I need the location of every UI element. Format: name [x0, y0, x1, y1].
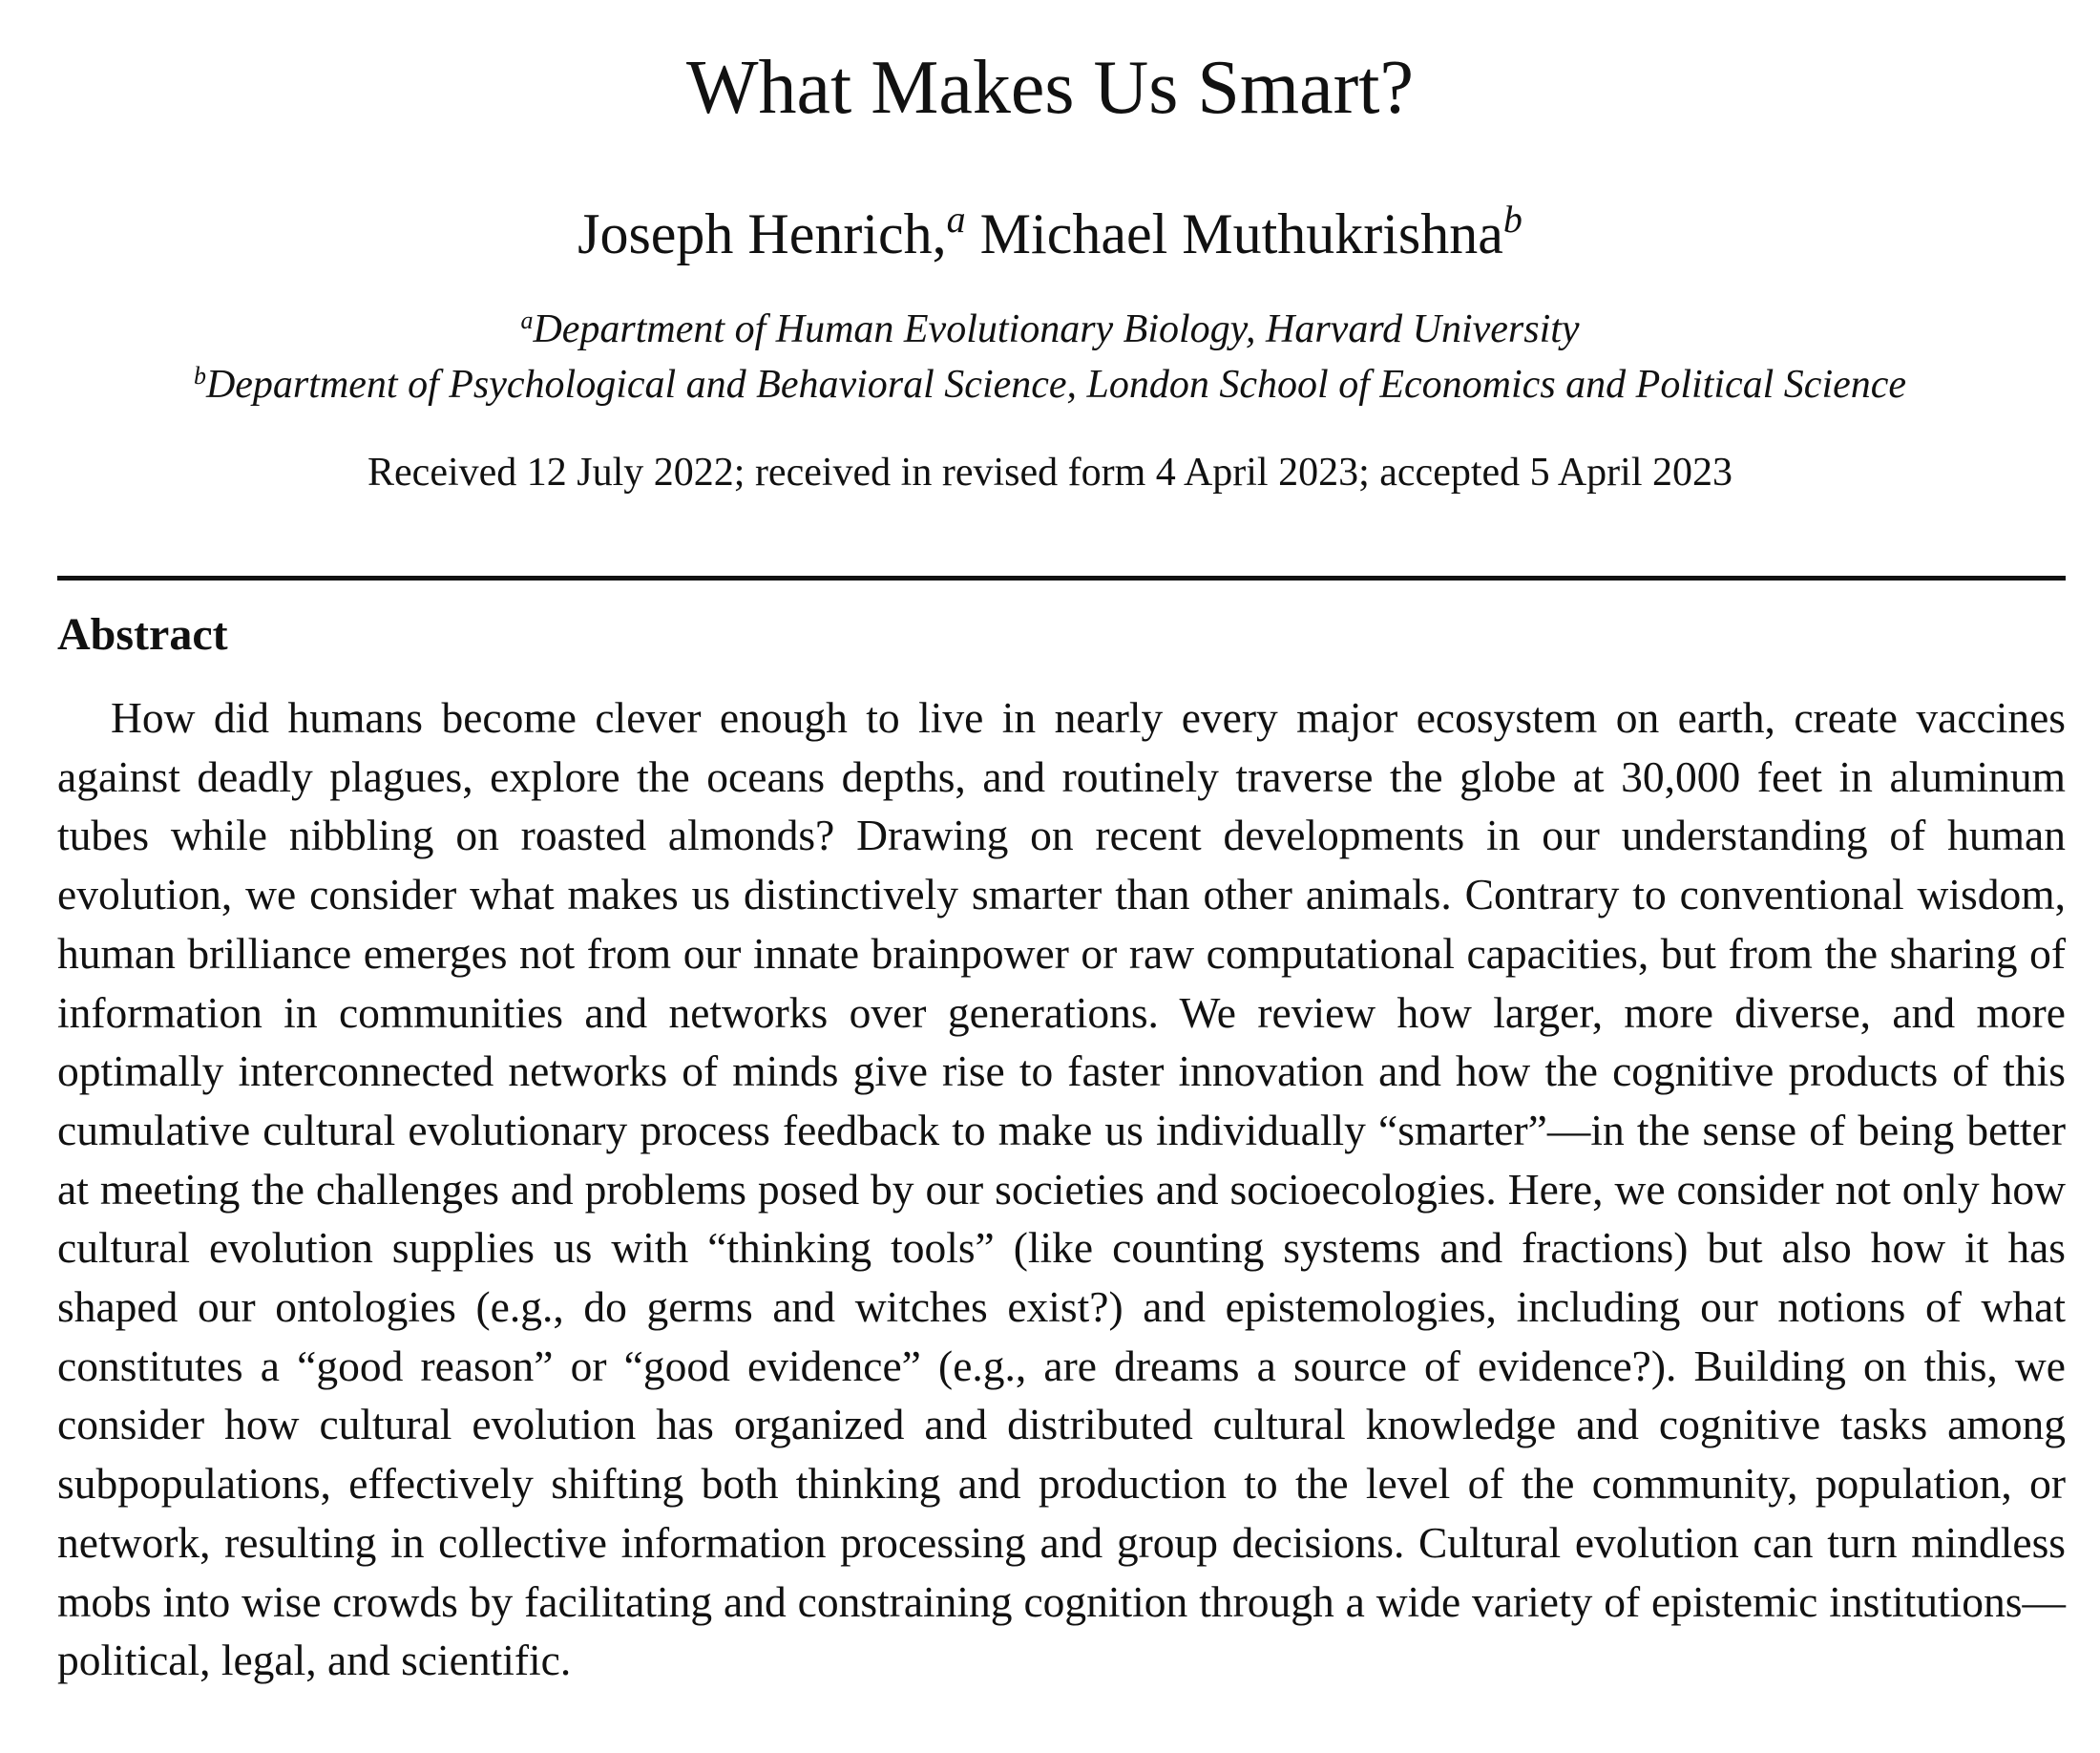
author-list: [0, 194, 2100, 274]
publication-dates: Received 12 July 2022; received in revised form 4 April 2023; accepted 5 April 2023: [368, 451, 1732, 495]
affiliation-line: [0, 302, 2100, 357]
section-divider: [57, 576, 2066, 581]
affiliation-text: Department of Human Evolutionary Biology, Harvard University: [533, 307, 1580, 351]
affiliation-list: [0, 302, 2100, 412]
affiliation-mark: a: [520, 306, 534, 334]
author-affiliation-mark: b: [1502, 198, 1522, 241]
author-name: Michael Muthukrishna: [979, 202, 1503, 265]
affiliation-text: Department of Psychological and Behavioral Science, London School of Economics and Political Science: [205, 363, 1907, 407]
author-name: Joseph Henrich,: [578, 202, 947, 265]
affiliation-mark: b: [193, 362, 206, 390]
abstract-heading: Abstract: [57, 609, 228, 660]
abstract-body: How did humans become clever enough to live in nearly every major ecosystem on earth, create vaccines against deadly plagues, explore the oceans depths, and routinely traverse the globe at 30,000 feet in aluminum tubes while nibbling on roasted almonds? Drawing on recent developments in our understanding of human evolution, we consider what makes us distinctively smarter than other animals. Contrary to conventional wisdom, human brilliance emerges not from our innate brainpower or raw computational capacities, but from the sharing of information in communities and networks over generations. We review how larger, more diverse, and more optimally interconnected networks of minds give rise to faster innovation and how the cognitive products of this cumulative cultural evolutionary process feedback to make us individually “smarter”—in the sense of being better at meeting the challenges and problems posed by our societies and socioecologies. Here, we consider not only how cultural evolution supplies us with “thinking tools” (like counting systems and fractions) but also how it has shaped our ontologies (e.g., do germs and witches exist?) and epistemologies, including our notions of what constitutes a “good reason” or “good evidence” (e.g., are dreams a source of evidence?). Building on this, we consider how cultural evolution has organized and distributed cultural knowledge and cognitive tasks among subpopulations, effectively shifting both thinking and production to the level of the community, population, or network, resulting in collective information processing and group decisions. Cultural evolution can turn mindless mobs into wise crowds by facilitating and constraining cognition through a wide variety of epistemic institutions—political, legal, and scientific.: [57, 693, 2066, 1685]
paper-title: What Makes Us Smart?: [685, 46, 1415, 130]
author-affiliation-mark: a: [946, 198, 966, 241]
affiliation-line: [0, 357, 2100, 412]
